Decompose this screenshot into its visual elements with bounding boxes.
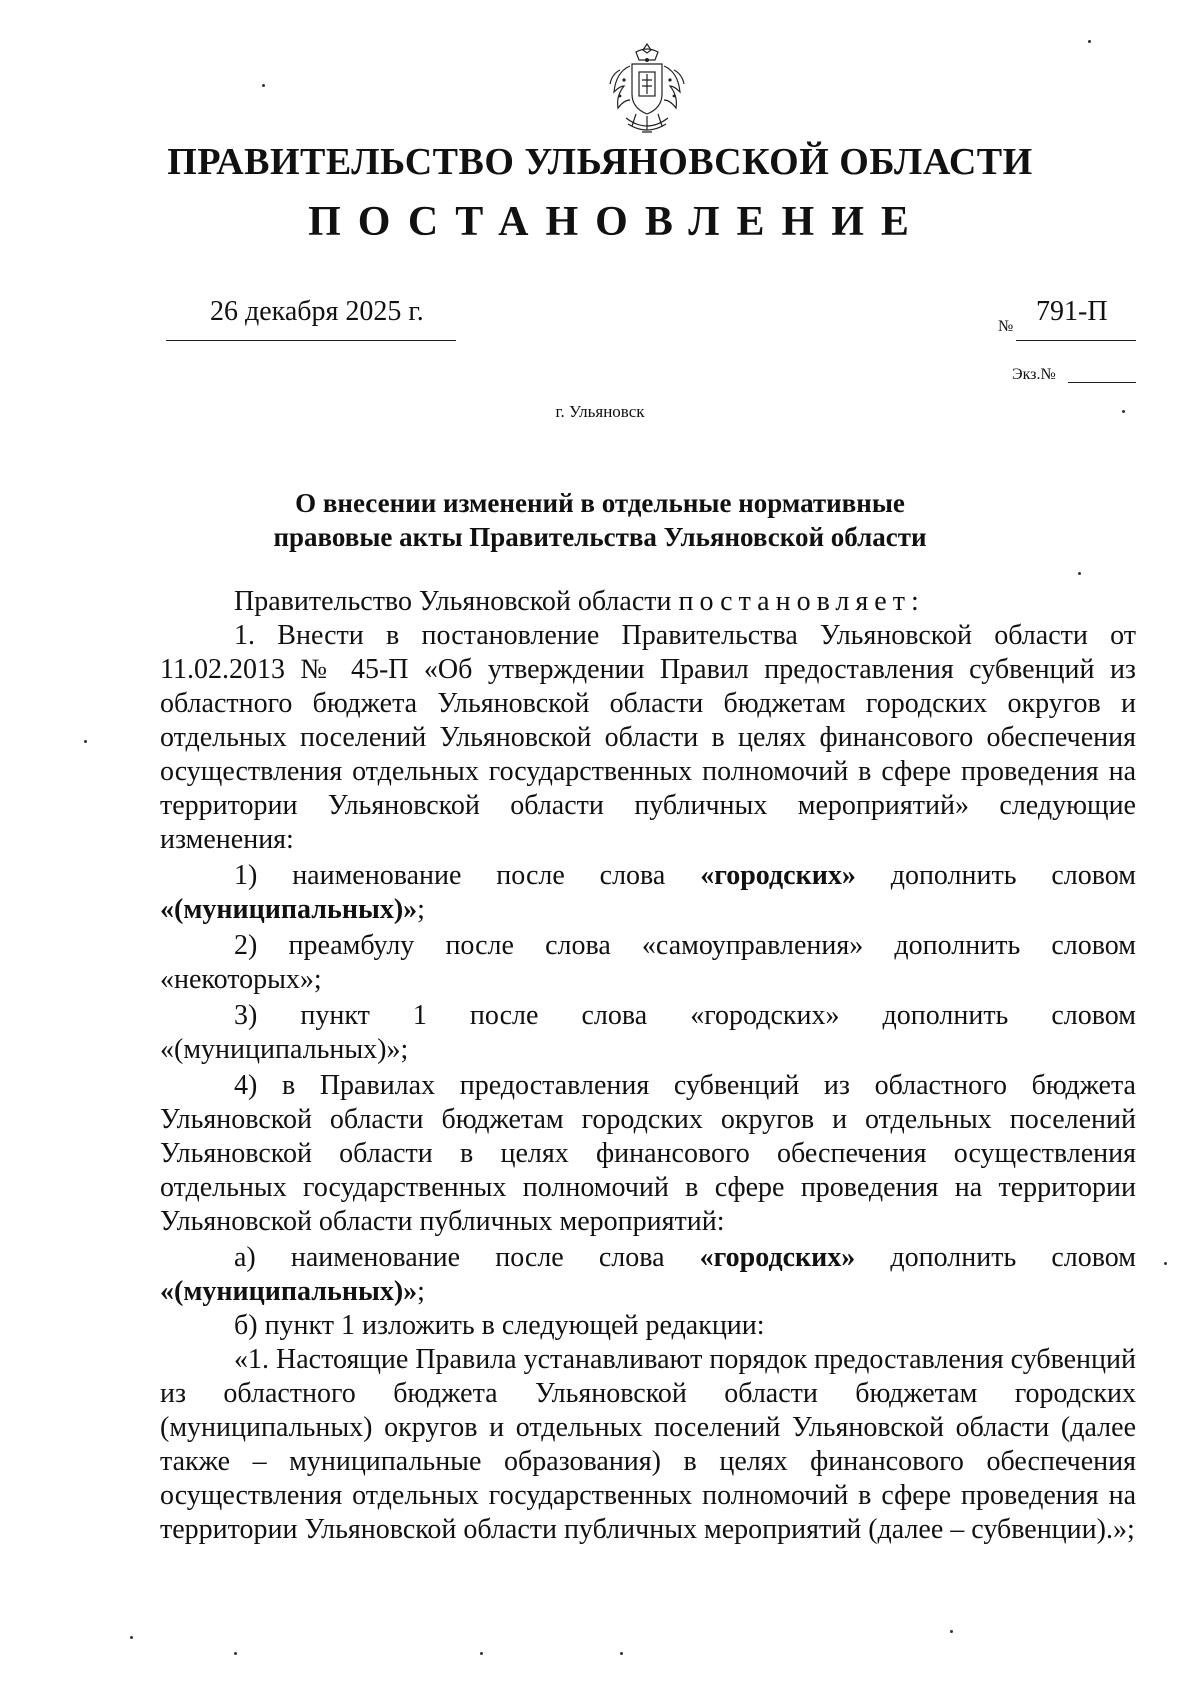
paragraph-item-4: 4) в Правилах предоставления субвенций из областного бюджета Ульяновской области бюджетам городских округов и отдельных поселений Ульяновской области в целях финансового обеспечения осуществления отдельных государственных полномочий в сфере проведения на территории Ульяновской области публичных мероприятий:	[160, 1070, 1136, 1237]
paragraph-item-3: 3) пункт 1 после слова «городских» дополнить словом «(муниципальных)»;	[160, 1000, 1136, 1065]
government-title: ПРАВИТЕЛЬСТВО УЛЬЯНОВСКОЙ ОБЛАСТИ	[167, 141, 1033, 183]
decree-date: 26 декабря 2025 г.	[210, 296, 424, 327]
item-a-bold-insert: «(муниципальных)»	[160, 1276, 418, 1307]
item-a-text-a: а) наименование после слова	[234, 1242, 700, 1273]
decree-number: 791-П	[1036, 296, 1108, 327]
paragraph-item-b: б) пункт 1 изложить в следующей редакции:	[234, 1310, 765, 1341]
date-underline	[166, 340, 456, 341]
decree-body	[160, 585, 1136, 1547]
item-a-text-e: ;	[417, 1276, 425, 1307]
preamble-lead: Правительство Ульяновской области	[234, 586, 672, 617]
item-1-bold-insert: «(муниципальных)»	[160, 894, 418, 925]
paragraph-item-2: 2) преамбулу после слова «самоуправления» дополнить словом «некоторых»;	[160, 930, 1136, 995]
subject-line-2: правовые акты Правительства Ульяновской области	[273, 522, 927, 552]
number-underline	[1016, 340, 1136, 341]
copy-number-underline	[1068, 382, 1136, 383]
preamble-spaced-verb: постановляет:	[678, 586, 925, 617]
paragraph-item-a	[160, 1241, 1136, 1309]
item-a-text-c: дополнить словом	[855, 1242, 1136, 1273]
city: г. Ульяновск	[555, 402, 645, 421]
item-1-bold-word: «городских»	[700, 860, 856, 891]
copy-number-label: Экз.№	[1012, 366, 1056, 383]
paragraph-item-1	[160, 859, 1136, 927]
preamble-paragraph	[160, 585, 1136, 619]
decree-title: ПОСТАНОВЛЕНИЕ	[308, 199, 926, 245]
coat-of-arms-icon	[606, 40, 688, 138]
subject-line-1: О внесении изменений в отдельные нормативные	[295, 488, 905, 518]
paragraph-1: 1. Внести в постановление Правительства Ульяновской области от 11.02.2013 № 45-П «Об утверждении Правил предоставления субвенций из областного бюджета Ульяновской области бюджетам городских округов и отдельных поселений Ульяновской области в целях финансового обеспечения осуществления отдельных государственных полномочий в сфере проведения на территории Ульяновской области публичных мероприятий» следующие изменения:	[160, 620, 1136, 855]
item-a-bold-word: «городских»	[699, 1242, 856, 1273]
number-label: №	[998, 318, 1014, 335]
item-1-text-a: 1) наименование после слова	[234, 860, 701, 891]
decree-subject	[0, 486, 1200, 554]
paragraph-quoted-rule: «1. Настоящие Правила устанавливают порядок предоставления субвенций из областного бюджета Ульяновской области бюджетам городских (муниципальных) округов и отдельных поселений Ульяновской области (далее также – муниципальные образования) в целях финансового обеспечения осуществления отдельных государственных полномочий в сфере проведения на территории Ульяновской области публичных мероприятий (далее – субвенции).»;	[160, 1344, 1136, 1545]
item-1-text-e: ;	[417, 894, 425, 925]
item-1-text-c: дополнить словом	[855, 860, 1136, 891]
